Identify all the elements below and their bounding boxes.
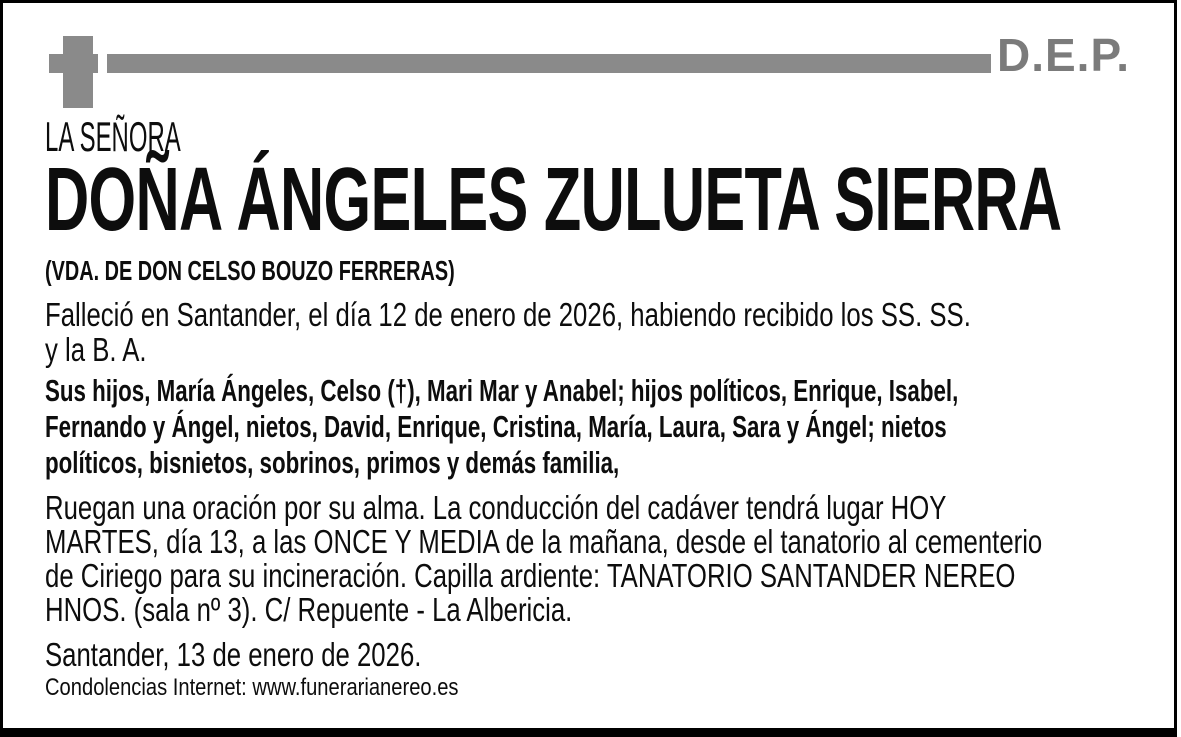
widow-of-line: (VDA. DE DON CELSO BOUZO FERRERAS) [45,255,455,286]
text-line: HNOS. (sala nº 3). C/ Repuente - La Albericia. [45,591,573,628]
condolences-line: Condolencias Internet: www.funerarianereo.es [45,674,459,701]
text-line: y la B. A. [45,331,147,368]
place-date-line: Santander, 13 de enero de 2026. [45,636,422,673]
text-line: de Ciriego para su incineración. Capilla ardiente: TANATORIO SANTANDER NEREO [45,557,1016,594]
header-rule [107,54,991,73]
text-line: Sus hijos, María Ángeles, Celso (†), Mari Mar y Anabel; hijos políticos, Enrique, Isabel, [45,373,959,408]
notice-body [45,113,1137,701]
dep-abbreviation: D.E.P. [997,29,1130,81]
text-line: Falleció en Santander, el día 12 de enero de 2026, habiendo recibido los SS. SS. [45,296,971,333]
family-paragraph [45,373,1137,481]
honorific-line: LA SEÑORA [45,113,181,160]
text-line: políticos, bisnietos, sobrinos, primos y demás familia, [45,445,620,480]
funeral-details-paragraph [45,491,1137,627]
memorial-cross-icon [49,54,98,73]
text-line: MARTES, día 13, a las ONCE Y MEDIA de la mañana, desde el tanatorio al cementerio [45,523,1043,560]
deceased-name: DOÑA ÁNGELES ZULUETA SIERRA [45,150,1062,250]
death-announcement [45,297,1137,367]
text-line: Ruegan una oración por su alma. La conducción del cadáver tendrá lugar HOY [45,489,947,526]
text-line: Fernando y Ángel, nietos, David, Enrique, Cristina, María, Laura, Sara y Ángel; nietos [45,409,947,444]
